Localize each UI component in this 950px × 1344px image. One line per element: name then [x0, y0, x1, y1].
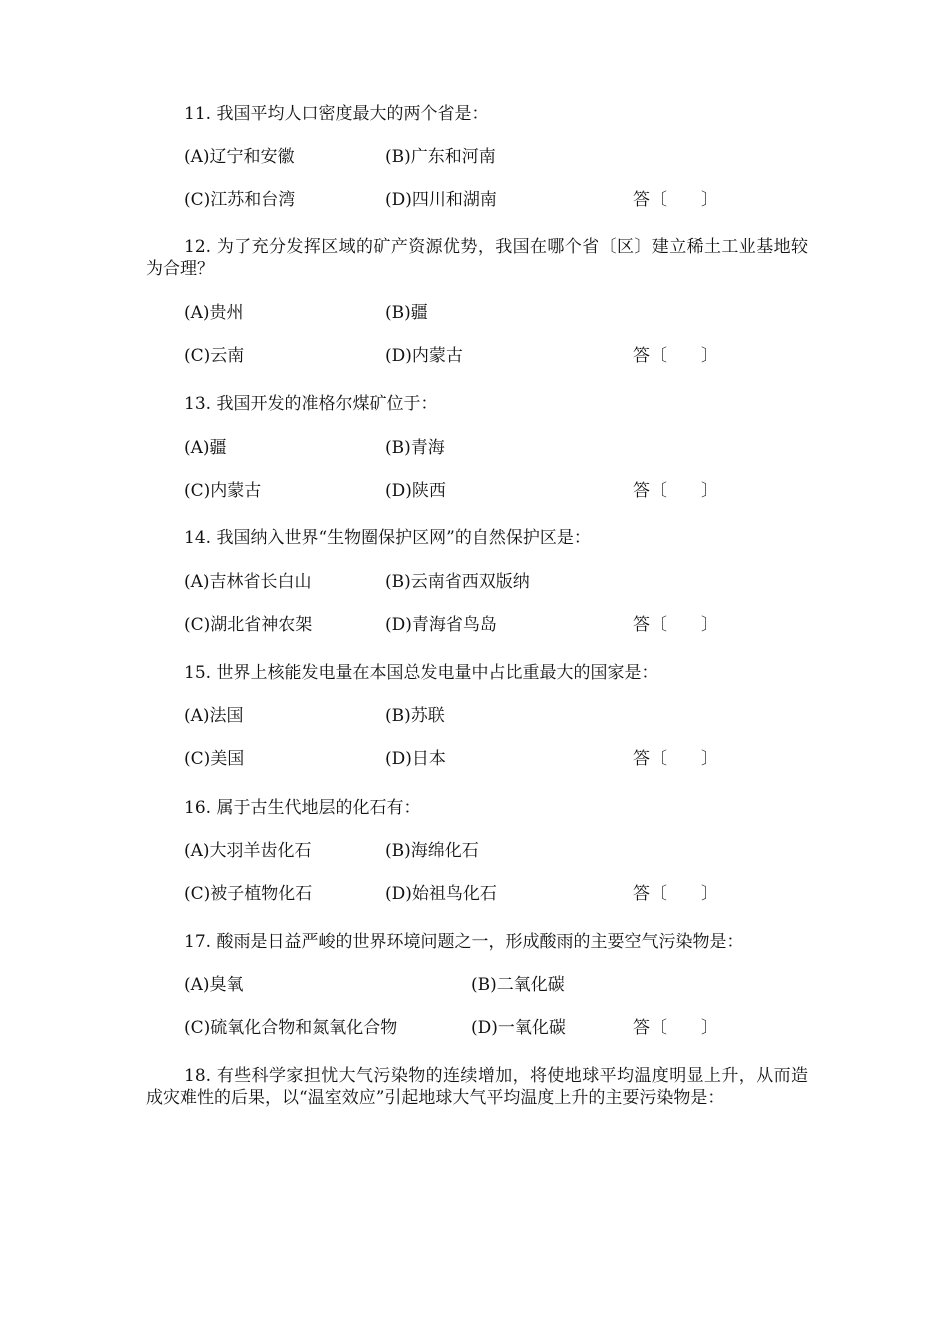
question-17-option-d: (D)一氧化碳 — [471, 1018, 566, 1038]
question-14-option-b: (B)云南省西双版纳 — [385, 572, 530, 592]
question-16-option-b: (B)海绵化石 — [385, 841, 479, 861]
question-13-option-a: (A)疆 — [184, 438, 227, 458]
question-11-option-b: (B)广东和河南 — [385, 147, 496, 167]
question-11-option-c: (C)江苏和台湾 — [184, 190, 296, 210]
question-12-option-a: (A)贵州 — [184, 303, 244, 323]
question-13-stem: 13. 我国开发的准格尔煤矿位于： — [184, 394, 438, 414]
question-14-answer-blank: 答〔 〕 — [633, 615, 718, 635]
question-16-option-a: (A)大羽羊齿化石 — [184, 841, 312, 861]
question-18-stem: 18. 有些科学家担忧大气污染物的连续增加，将使地球平均温度明显上升，从而造成灾难性的后果，以“温室效应”引起地球大气平均温度上升的主要污染物是： — [146, 1066, 808, 1108]
question-13-option-c: (C)内蒙古 — [184, 481, 262, 501]
question-15-option-c: (C)美国 — [184, 749, 245, 769]
question-12-answer-blank: 答〔 〕 — [633, 346, 718, 366]
question-16-stem: 16. 属于古生代地层的化石有： — [184, 798, 421, 818]
question-16-option-c: (C)被子植物化石 — [184, 884, 313, 904]
question-11-stem: 11. 我国平均人口密度最大的两个省是： — [184, 104, 489, 124]
question-15-stem: 15. 世界上核能发电量在本国总发电量中占比重最大的国家是： — [184, 663, 659, 683]
question-13-option-d: (D)陕西 — [385, 481, 446, 501]
question-12-stem: 12. 为了充分发挥区域的矿产资源优势，我国在哪个省〔区〕建立稀土工业基地较为合理？ — [146, 237, 808, 279]
question-17-option-b: (B)二氧化碳 — [471, 975, 565, 995]
question-17-option-c: (C)硫氧化合物和氮氧化合物 — [184, 1018, 398, 1038]
question-16-answer-blank: 答〔 〕 — [633, 884, 718, 904]
question-17-option-a: (A)臭氧 — [184, 975, 244, 995]
question-13-option-b: (B)青海 — [385, 438, 445, 458]
question-12-option-c: (C)云南 — [184, 346, 245, 366]
question-15-option-a: (A)法国 — [184, 706, 244, 726]
question-11-answer-blank: 答〔 〕 — [633, 190, 718, 210]
question-14-stem: 14. 我国纳入世界“生物圈保护区网”的自然保护区是： — [184, 528, 591, 548]
question-16-option-d: (D)始祖鸟化石 — [385, 884, 497, 904]
question-12-option-d: (D)内蒙古 — [385, 346, 463, 366]
question-15-option-d: (D)日本 — [385, 749, 446, 769]
question-12-option-b: (B)疆 — [385, 303, 428, 323]
question-14-option-d: (D)青海省鸟岛 — [385, 615, 497, 635]
question-13-answer-blank: 答〔 〕 — [633, 481, 718, 501]
question-14-option-c: (C)湖北省神农架 — [184, 615, 313, 635]
question-14-option-a: (A)吉林省长白山 — [184, 572, 312, 592]
question-15-answer-blank: 答〔 〕 — [633, 749, 718, 769]
question-17-stem: 17. 酸雨是日益严峻的世界环境问题之一，形成酸雨的主要空气污染物是： — [184, 932, 744, 952]
question-11-option-d: (D)四川和湖南 — [385, 190, 497, 210]
question-15-option-b: (B)苏联 — [385, 706, 445, 726]
question-11-option-a: (A)辽宁和安徽 — [184, 147, 295, 167]
question-17-answer-blank: 答〔 〕 — [633, 1018, 718, 1038]
